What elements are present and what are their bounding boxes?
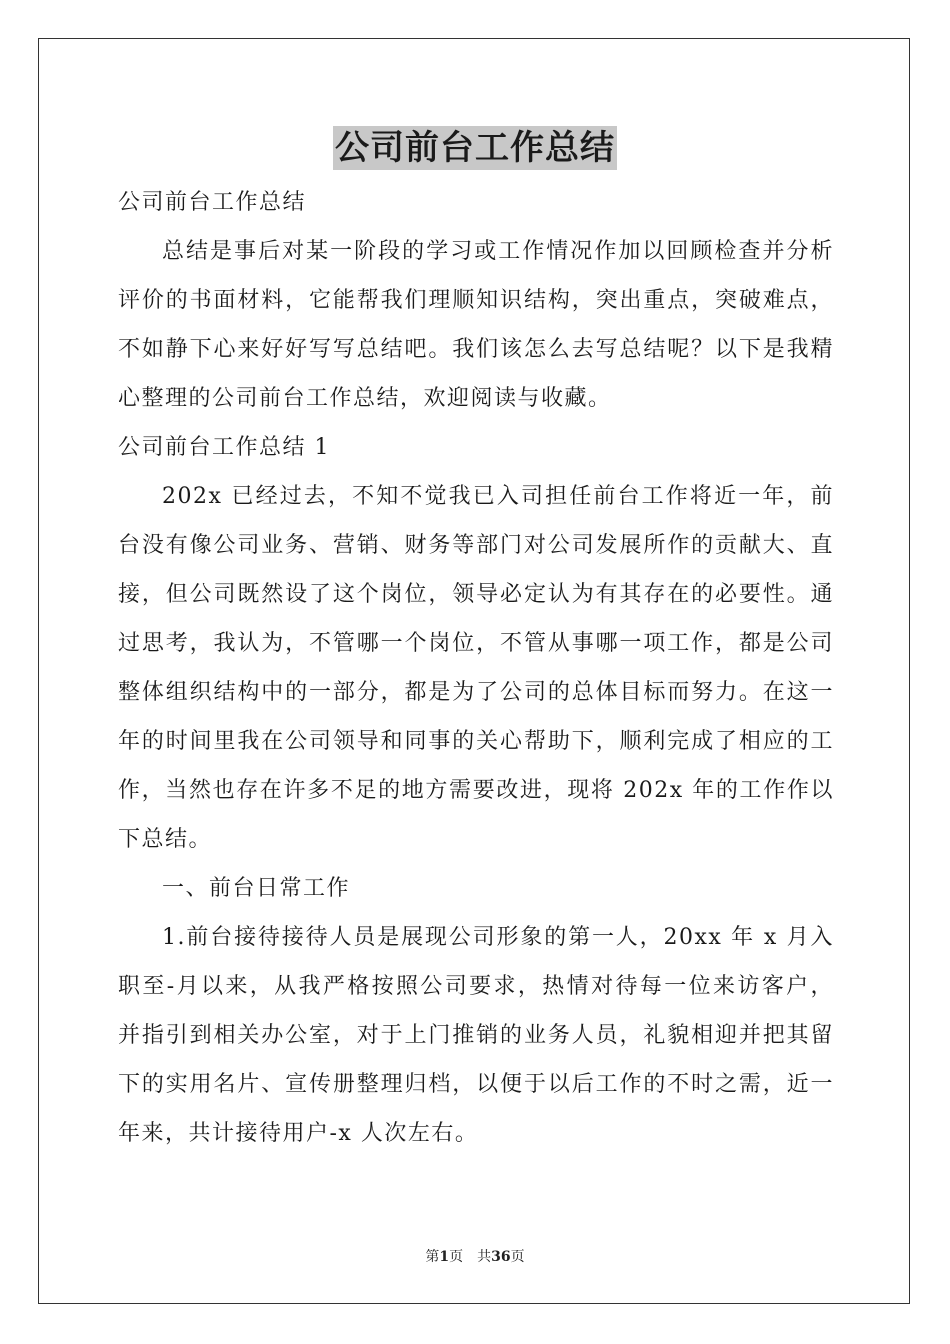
page-number-mid: 页 共 (449, 1249, 492, 1265)
paragraph-line: 下总结。 (118, 827, 213, 852)
current-page-number: 1 (439, 1249, 450, 1265)
paragraph-line: 作，当然也存在许多不足的地方需要改进，现将 202x 年的工作作以 (118, 778, 834, 803)
paragraph-line: 职至-月以来，从我严格按照公司要求，热情对待每一位来访客户， (118, 974, 834, 999)
paragraph-line: 下的实用名片、宣传册整理归档，以便于以后工作的不时之需，近一 (118, 1072, 834, 1097)
page-number-suffix: 页 (510, 1249, 525, 1265)
paragraph-line: 年来，共计接待用户-x 人次左右。 (118, 1121, 479, 1146)
subtitle-line: 公司前台工作总结 (118, 190, 307, 215)
paragraph-line: 202x 已经过去，不知不觉我已入司担任前台工作将近一年，前 (162, 484, 834, 509)
paragraph-line: 并指引到相关办公室，对于上门推销的业务人员，礼貌相迎并把其留 (118, 1023, 834, 1048)
paragraph-line: 过思考，我认为，不管哪一个岗位，不管从事哪一项工作，都是公司 (118, 631, 834, 656)
section-heading: 一、前台日常工作 (162, 876, 351, 901)
paragraph-line: 接，但公司既然设了这个岗位，领导必定认为有其存在的必要性。通 (118, 582, 834, 607)
paragraph-line: 总结是事后对某一阶段的学习或工作情况作加以回顾检查并分析 (162, 239, 834, 264)
title-area (0, 126, 950, 170)
document-body (118, 178, 834, 1158)
paragraph-line: 台没有像公司业务、营销、财务等部门对公司发展所作的贡献大、直 (118, 533, 834, 558)
paragraph-line: 整体组织结构中的一部分，都是为了公司的总体目标而努力。在这一 (118, 680, 834, 705)
page-footer (0, 1247, 950, 1267)
total-page-count: 36 (491, 1249, 511, 1265)
page-number-prefix: 第 (425, 1249, 440, 1265)
document-title: 公司前台工作总结 (335, 128, 615, 168)
paragraph-line: 不如静下心来好好写写总结吧。我们该怎么去写总结呢？以下是我精 (118, 337, 834, 362)
paragraph-line: 1.前台接待接待人员是展现公司形象的第一人，20xx 年 x 月入 (162, 925, 834, 950)
paragraph-line: 评价的书面材料，它能帮我们理顺知识结构，突出重点，突破难点， (118, 288, 834, 313)
section-heading: 公司前台工作总结 1 (118, 435, 330, 460)
paragraph-line: 心整理的公司前台工作总结，欢迎阅读与收藏。 (118, 386, 612, 411)
paragraph-line: 年的时间里我在公司领导和同事的关心帮助下，顺利完成了相应的工 (118, 729, 834, 754)
